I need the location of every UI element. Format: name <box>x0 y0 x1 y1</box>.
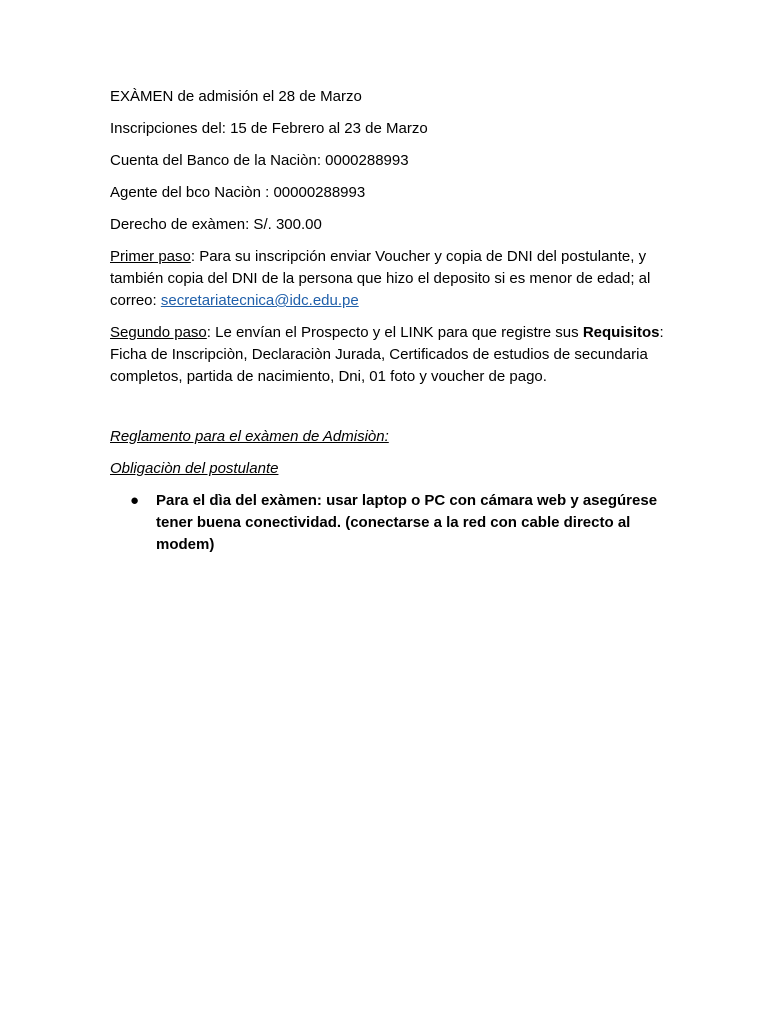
first-step-colon: : <box>190 248 196 265</box>
bank-agent-value: 00000288993 <box>269 184 366 201</box>
bank-account-line <box>110 150 670 172</box>
list-item-text: Para el dìa del exàmen: usar laptop o PC con cámara web y asegúrese tener buena conectividad. (conectarse a la red con cable directo al modem) <box>156 492 658 553</box>
bank-account-colon: : <box>316 152 321 169</box>
second-step-text-2: : Ficha de Inscripciòn, Declaraciòn Jurada, Certificados de estudios de secundaria completos, partida de nacimiento, Dni, 01 foto y voucher de pago. <box>110 324 664 385</box>
bullet-icon: ● <box>130 492 140 509</box>
registration-dates-value: 15 de Febrero al 23 de Marzo <box>225 120 428 137</box>
first-step-heading: Primer paso <box>110 248 191 265</box>
registration-dates-line <box>110 118 670 140</box>
second-step-paragraph <box>110 322 670 388</box>
exam-date-text: EXÀMEN de admisión el 28 de Marzo <box>110 88 362 105</box>
exam-fee-line <box>110 214 670 236</box>
exam-fee-colon: : <box>245 216 250 233</box>
bank-agent-colon: : <box>265 184 270 201</box>
bank-agent-line <box>110 182 670 204</box>
regulation-title-line <box>110 426 670 448</box>
regulation-title: Reglamento para el exàmen de Admisiòn: <box>110 428 389 445</box>
first-step-paragraph <box>110 246 670 312</box>
second-step-heading: Segundo paso <box>110 324 207 341</box>
second-step-text-1: : Le envían el Prospecto y el LINK para que registre sus <box>206 324 583 341</box>
exam-fee-value: S/. 300.00 <box>249 216 322 233</box>
list-item <box>110 490 670 556</box>
obligation-subtitle: Obligaciòn del postulante <box>110 460 279 477</box>
requirements-label: Requisitos <box>582 324 660 341</box>
registration-dates-colon: : <box>221 120 226 137</box>
bank-account-value: 0000288993 <box>320 152 409 169</box>
email-link[interactable]: secretariatecnica@idc.edu.pe <box>160 292 359 309</box>
first-step-text: Para su inscripción enviar Voucher y copia de DNI del postulante, y también copia del DNI de la persona que hizo el deposito si es menor de edad; al correo: <box>110 248 651 309</box>
exam-fee-label: Derecho de exàmen <box>110 216 246 233</box>
obligations-list <box>110 490 670 556</box>
document-content <box>110 86 670 556</box>
registration-dates-label: Inscripciones del <box>110 120 222 137</box>
obligation-subtitle-line <box>110 458 670 480</box>
bank-account-label: Cuenta del Banco de la Naciòn <box>110 152 317 169</box>
bank-agent-label: Agente del bco Naciòn <box>110 184 266 201</box>
exam-date-line <box>110 86 670 108</box>
